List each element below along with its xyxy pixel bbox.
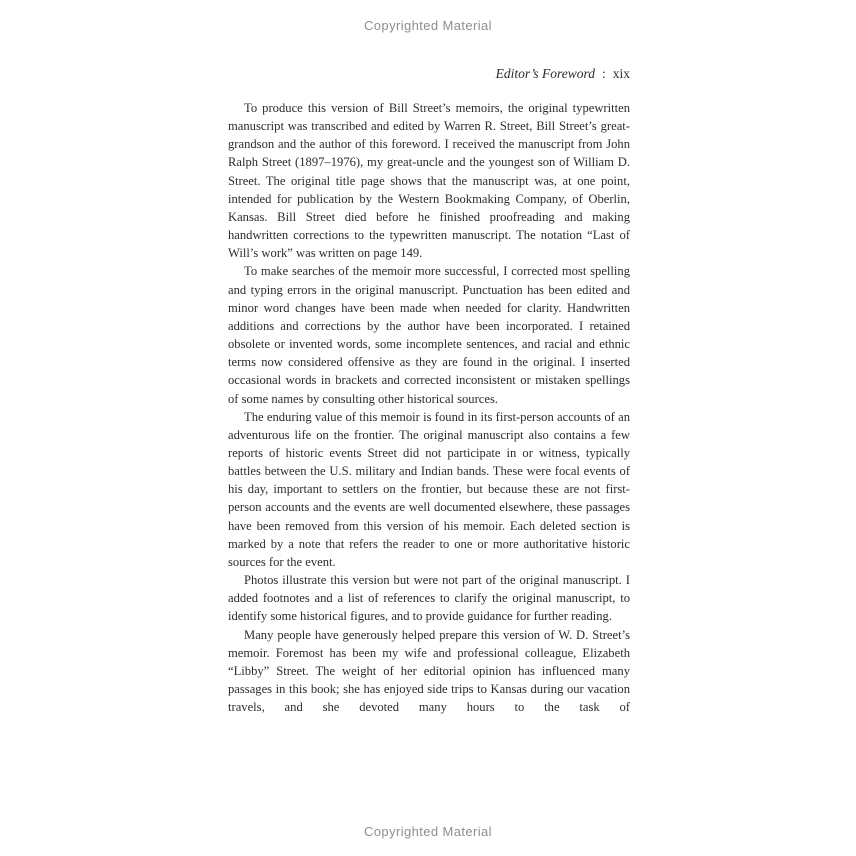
copyright-watermark-bottom: Copyrighted Material	[364, 824, 492, 839]
foreword-paragraphs	[228, 99, 630, 716]
paragraph: The enduring value of this memoir is found in its first-person accounts of an adventurous life on the frontier. The original manuscript also contains a few reports of historic events Street did not participate in or witness, typically battles between the U.S. military and Indian bands. These were focal events of his day, important to settlers on the frontier, but because these are not first-person accounts and the events are well documented elsewhere, these passages have been removed from this version of his memoir. Each deleted section is marked by a note that refers the reader to one or more authoritative historic sources for the event.	[228, 409, 630, 569]
paragraph: Photos illustrate this version but were not part of the original manuscript. I added footnotes and a list of references to clarify the original manuscript, to identify some historical figures, and to provide guidance for further reading.	[228, 573, 630, 624]
paragraph: To make searches of the memoir more successful, I corrected most spelling and typing errors in the original manuscript. Punctuation has been edited and minor word changes have been made when needed for clarity. Handwritten additions and corrections by the author have been incorporated. I retained obsolete or invented words, some incomplete sentences, and racial and ethnic terms now considered offensive as they are found in the original. I inserted occasional words in brackets and corrected inconsistent or mistaken spellings of some names by consulting other historical sources.	[228, 264, 630, 406]
paragraph: Many people have generously helped prepare this version of W. D. Street’s memoir. Foremost has been my wife and professional colleague, Elizabeth “Libby” Street. The weight of her editorial opinion has influenced many passages in this book; she has enjoyed side trips to Kansas during our vacation travels, and she devoted many hours to the task of	[228, 627, 630, 715]
running-header	[228, 66, 630, 82]
copyright-watermark-top: Copyrighted Material	[364, 18, 492, 33]
paragraph: To produce this version of Bill Street’s memoirs, the original typewritten manuscript was transcribed and edited by Warren R. Street, Bill Street’s great-grandson and the author of this foreword. I received the manuscript from John Ralph Street (1897–1976), my great-uncle and the youngest son of William D. Street. The original title page shows that the manuscript was, at one point, intended for publication by the Western Bookmaking Company, of Oberlin, Kansas. Bill Street died before he finished proofreading and making handwritten corrections to the typewritten manuscript. The notation “Last of Will’s work” was written on page 149.	[228, 101, 630, 261]
running-header-separator: :	[601, 66, 606, 81]
running-header-title: Editor’s Foreword	[495, 66, 595, 81]
running-header-page-number: xix	[612, 66, 630, 81]
